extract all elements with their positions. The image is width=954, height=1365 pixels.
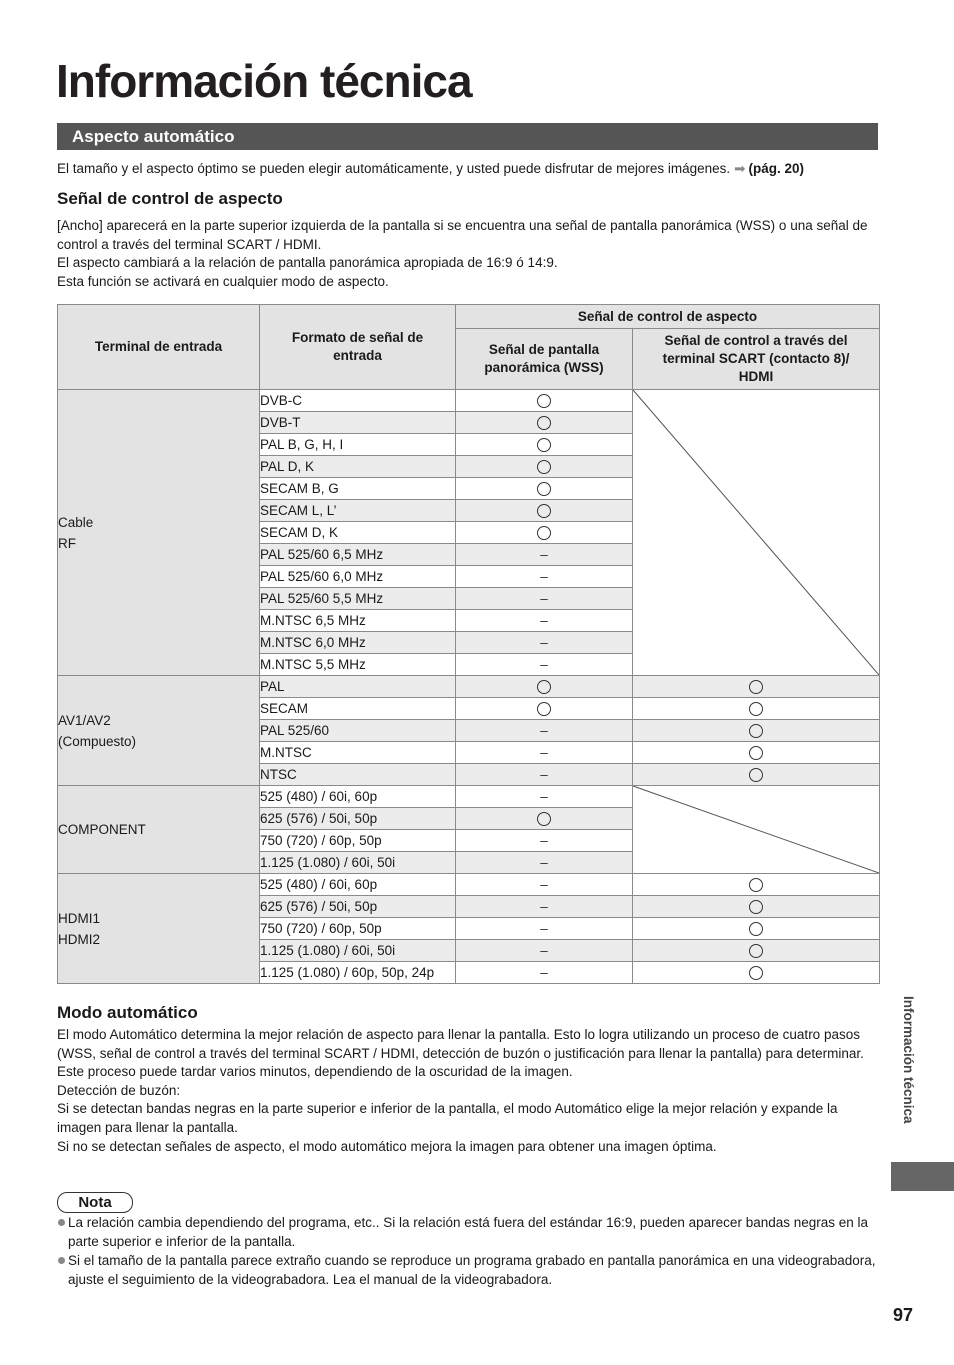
dash-not-supported: – <box>540 547 548 562</box>
signal-section-text <box>57 217 877 291</box>
wss-cell <box>456 698 633 720</box>
format-cell: SECAM D, K <box>260 522 456 544</box>
format-cell: SECAM L, L’ <box>260 500 456 522</box>
modo-section-heading: Modo automático <box>57 1003 198 1022</box>
dash-not-supported: – <box>540 855 548 870</box>
format-cell: M.NTSC 5,5 MHz <box>260 654 456 676</box>
terminal-label: RF <box>58 535 76 551</box>
circle-supported-icon <box>537 680 551 694</box>
wss-cell <box>456 918 633 940</box>
wss-cell <box>456 588 633 610</box>
terminal-label: COMPONENT <box>58 822 146 837</box>
format-cell: DVB-T <box>260 412 456 434</box>
wss-cell <box>456 566 633 588</box>
scart-cell <box>633 962 880 984</box>
dash-not-supported: – <box>540 613 548 628</box>
not-applicable-diagonal-cell <box>633 390 880 676</box>
format-cell: PAL 525/60 6,0 MHz <box>260 566 456 588</box>
circle-supported-icon <box>749 878 763 892</box>
scart-cell <box>633 742 880 764</box>
section-header-aspecto: Aspecto automático <box>57 123 878 150</box>
table-row <box>58 390 880 412</box>
header-format: Formato de señal de entrada <box>260 305 456 390</box>
dash-not-supported: – <box>540 833 548 848</box>
side-section-tab <box>891 1162 954 1191</box>
circle-supported-icon <box>537 504 551 518</box>
wss-cell <box>456 390 633 412</box>
diagonal-line-icon <box>633 786 879 873</box>
wss-cell <box>456 676 633 698</box>
header-scart-hdmi: Señal de control a través del terminal SCART (contacto 8)/ HDMI <box>633 329 880 390</box>
scart-cell <box>633 874 880 896</box>
wss-cell <box>456 830 633 852</box>
scart-cell <box>633 698 880 720</box>
wss-cell <box>456 478 633 500</box>
dash-not-supported: – <box>540 569 548 584</box>
paragraph: Si no se detectan señales de aspecto, el modo automático mejora la imagen para obtener una imagen óptima. <box>57 1138 717 1154</box>
format-cell: 1.125 (1.080) / 60p, 50p, 24p <box>260 962 456 984</box>
format-cell: PAL 525/60 5,5 MHz <box>260 588 456 610</box>
not-applicable-diagonal-cell <box>633 786 880 874</box>
format-cell: NTSC <box>260 764 456 786</box>
scart-cell <box>633 764 880 786</box>
format-cell: 625 (576) / 50i, 50p <box>260 896 456 918</box>
format-cell: 1.125 (1.080) / 60i, 50i <box>260 852 456 874</box>
circle-supported-icon <box>537 460 551 474</box>
terminal-cell <box>58 676 260 786</box>
table-row <box>58 874 880 896</box>
wss-cell <box>456 786 633 808</box>
circle-supported-icon <box>749 900 763 914</box>
circle-supported-icon <box>537 438 551 452</box>
circle-supported-icon <box>749 702 763 716</box>
page-reference-link[interactable]: (pág. 20) <box>748 161 804 176</box>
dash-not-supported: – <box>540 745 548 760</box>
nota-bullet: Si el tamaño de la pantalla parece extraño cuando se reproduce un programa grabado en pantalla panorámica en una videograbadora, ajuste el seguimiento de la videograbadora. Lea el manual de la videograbadora. <box>57 1251 877 1289</box>
wss-cell <box>456 940 633 962</box>
paragraph: Detección de buzón: <box>57 1082 181 1098</box>
paragraph: Esta función se activará en cualquier modo de aspecto. <box>57 273 389 289</box>
wss-cell <box>456 720 633 742</box>
format-cell: 1.125 (1.080) / 60i, 50i <box>260 940 456 962</box>
wss-cell <box>456 610 633 632</box>
format-cell: 525 (480) / 60i, 60p <box>260 786 456 808</box>
wss-cell <box>456 412 633 434</box>
dash-not-supported: – <box>540 723 548 738</box>
circle-supported-icon <box>537 812 551 826</box>
terminal-cell <box>58 874 260 984</box>
wss-cell <box>456 896 633 918</box>
format-cell: 750 (720) / 60p, 50p <box>260 830 456 852</box>
nota-badge: Nota <box>57 1192 133 1213</box>
wss-cell <box>456 874 633 896</box>
format-cell: M.NTSC 6,0 MHz <box>260 632 456 654</box>
scart-cell <box>633 940 880 962</box>
dash-not-supported: – <box>540 943 548 958</box>
header-aspect-group: Señal de control de aspecto <box>456 305 880 329</box>
terminal-label: Cable <box>58 514 94 530</box>
terminal-label: HDMI1 <box>58 910 101 926</box>
dash-not-supported: – <box>540 877 548 892</box>
diagonal-line-icon <box>633 390 879 675</box>
terminal-label: (Compuesto) <box>58 733 137 749</box>
wss-cell <box>456 808 633 830</box>
circle-supported-icon <box>749 746 763 760</box>
wss-cell <box>456 544 633 566</box>
wss-cell <box>456 962 633 984</box>
intro-text <box>57 161 804 177</box>
dash-not-supported: – <box>540 635 548 650</box>
format-cell: SECAM B, G <box>260 478 456 500</box>
terminal-label: HDMI2 <box>58 931 101 947</box>
format-cell: 625 (576) / 50i, 50p <box>260 808 456 830</box>
paragraph: Este proceso puede tardar varios minutos, dependiendo de la oscuridad de la imagen. <box>57 1064 573 1080</box>
paragraph: El modo Automático determina la mejor relación de aspecto para llenar la pantalla. Esto lo logra utilizando un proceso de cuatro pasos (WSS, señal de control a través del terminal SCART / HDMI, detección de buzón o justificación para llenar la pantalla) para determinar. <box>57 1027 864 1061</box>
modo-section-text <box>57 1026 877 1156</box>
page-number: 97 <box>893 1305 914 1325</box>
circle-supported-icon <box>749 680 763 694</box>
wss-cell <box>456 522 633 544</box>
scart-cell <box>633 720 880 742</box>
wss-cell <box>456 434 633 456</box>
circle-supported-icon <box>749 922 763 936</box>
circle-supported-icon <box>749 724 763 738</box>
arrow-right-icon: ➡ <box>734 161 746 176</box>
header-wss: Señal de pantalla panorámica (WSS) <box>456 329 633 390</box>
paragraph: El aspecto cambiará a la relación de pantalla panorámica apropiada de 16:9 ó 14:9. <box>57 255 558 271</box>
format-cell: PAL D, K <box>260 456 456 478</box>
paragraph: Si se detectan bandas negras en la parte superior e inferior de la pantalla, el modo Automático elige la mejor relación y expande la imagen para llenar la pantalla. <box>57 1101 838 1135</box>
signal-section-heading: Señal de control de aspecto <box>57 189 283 208</box>
paragraph: [Ancho] aparecerá en la parte superior izquierda de la pantalla si se encuentra una señal de pantalla panorámica (WSS) o una señal de control a través del terminal SCART / HDMI. <box>57 218 868 252</box>
header-terminal: Terminal de entrada <box>58 305 260 390</box>
format-cell: PAL <box>260 676 456 698</box>
circle-supported-icon <box>749 966 763 980</box>
dash-not-supported: – <box>540 591 548 606</box>
format-cell: M.NTSC <box>260 742 456 764</box>
terminal-cell <box>58 786 260 874</box>
circle-supported-icon <box>537 394 551 408</box>
circle-supported-icon <box>537 416 551 430</box>
circle-supported-icon <box>749 768 763 782</box>
format-cell: PAL 525/60 6,5 MHz <box>260 544 456 566</box>
wss-cell <box>456 764 633 786</box>
circle-supported-icon <box>749 944 763 958</box>
format-cell: SECAM <box>260 698 456 720</box>
aspect-signal-table <box>57 304 880 984</box>
format-cell: M.NTSC 6,5 MHz <box>260 610 456 632</box>
scart-cell <box>633 896 880 918</box>
circle-supported-icon <box>537 526 551 540</box>
dash-not-supported: – <box>540 789 548 804</box>
wss-cell <box>456 456 633 478</box>
table-row <box>58 676 880 698</box>
wss-cell <box>456 654 633 676</box>
dash-not-supported: – <box>540 965 548 980</box>
page-title: Información técnica <box>56 55 472 107</box>
nota-bullet: La relación cambia dependiendo del programa, etc.. Si la relación está fuera del estándar 16:9, pueden aparecer bandas negras en la parte superior e inferior de la pantalla. <box>57 1213 877 1251</box>
intro-sentence: El tamaño y el aspecto óptimo se pueden elegir automáticamente, y usted puede disfrutar de mejores imágenes. <box>57 161 731 176</box>
wss-cell <box>456 500 633 522</box>
table-row <box>58 786 880 808</box>
nota-bullets <box>57 1213 877 1289</box>
format-cell: 525 (480) / 60i, 60p <box>260 874 456 896</box>
format-cell: DVB-C <box>260 390 456 412</box>
wss-cell <box>456 852 633 874</box>
terminal-cell <box>58 390 260 676</box>
side-section-label: Información técnica <box>901 996 916 1124</box>
scart-cell <box>633 918 880 940</box>
wss-cell <box>456 632 633 654</box>
circle-supported-icon <box>537 482 551 496</box>
scart-cell <box>633 676 880 698</box>
circle-supported-icon <box>537 702 551 716</box>
wss-cell <box>456 742 633 764</box>
dash-not-supported: – <box>540 921 548 936</box>
table-body <box>58 390 880 984</box>
format-cell: PAL 525/60 <box>260 720 456 742</box>
dash-not-supported: – <box>540 899 548 914</box>
format-cell: 750 (720) / 60p, 50p <box>260 918 456 940</box>
dash-not-supported: – <box>540 657 548 672</box>
dash-not-supported: – <box>540 767 548 782</box>
format-cell: PAL B, G, H, I <box>260 434 456 456</box>
terminal-label: AV1/AV2 <box>58 712 111 728</box>
